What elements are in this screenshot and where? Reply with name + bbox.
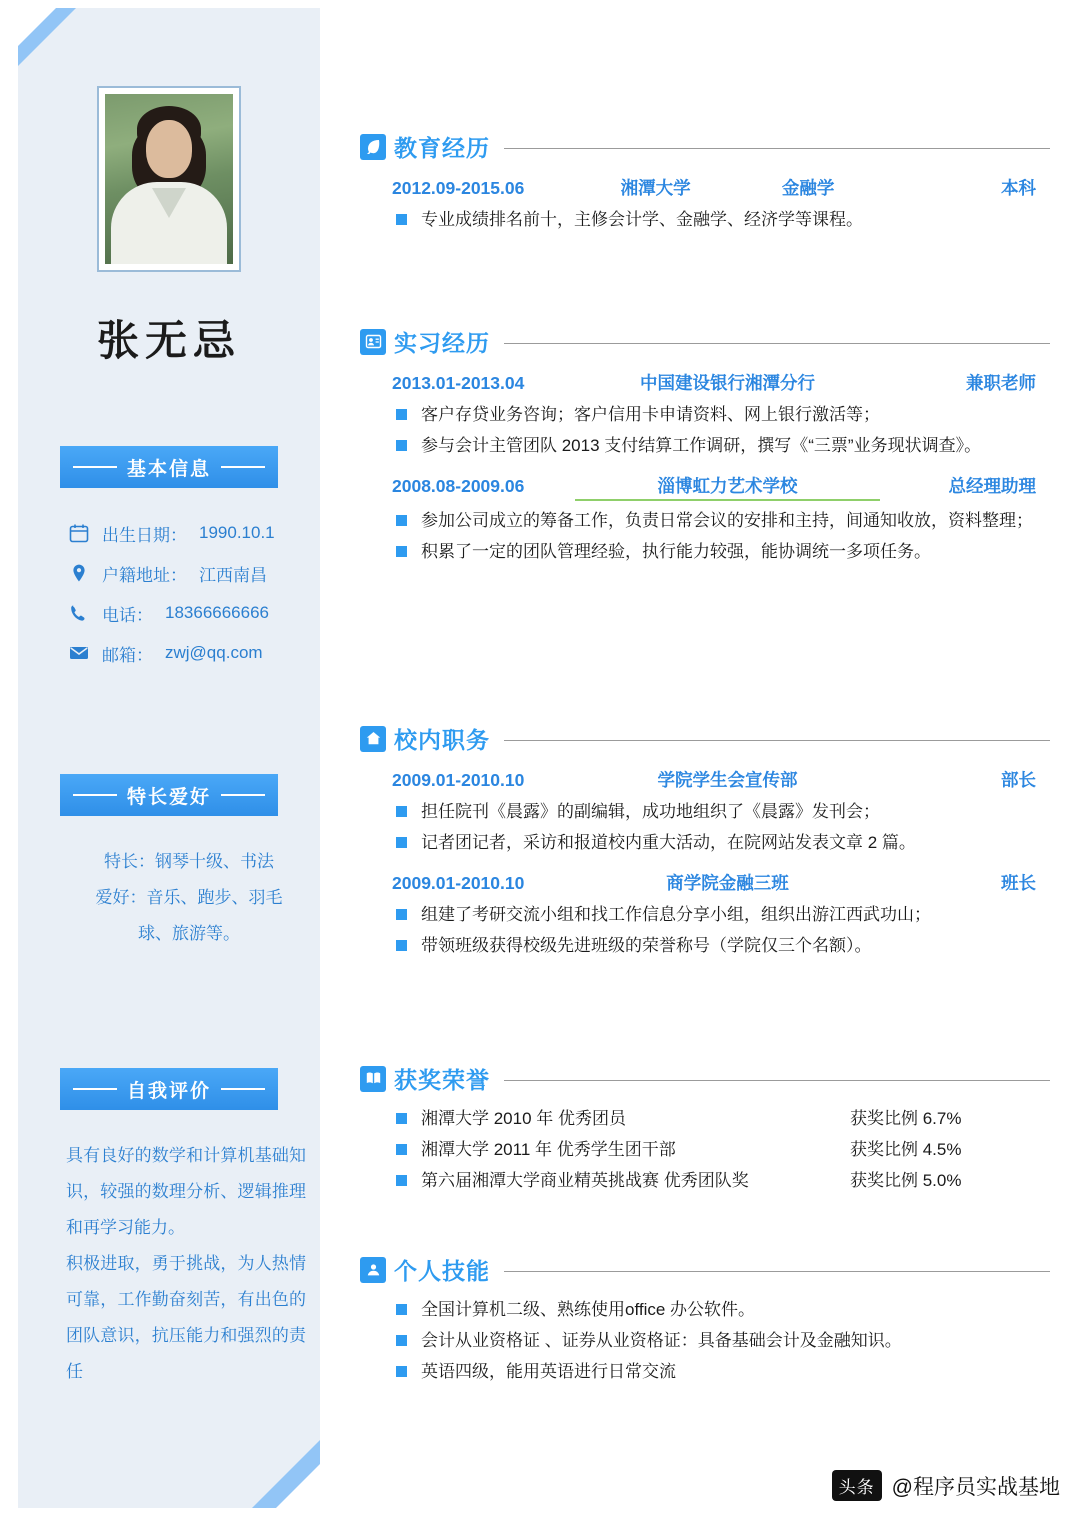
list-item bbox=[360, 1294, 1050, 1325]
self-eval-paragraph-2: 积极进取，勇于挑战，为人热情可靠，工作勤奋刻苦，有出色的团队意识，抗压能力和强烈的责任 bbox=[66, 1254, 306, 1381]
award-ratio: 获奖比例 4.5% bbox=[850, 1140, 962, 1159]
list-item bbox=[360, 1134, 1050, 1165]
list-item bbox=[360, 1356, 1050, 1387]
hobby-line-2: 爱好：音乐、跑步、羽毛 bbox=[95, 888, 283, 907]
bullet-square-icon bbox=[396, 1113, 407, 1124]
entry-role: 兼职老师 bbox=[966, 373, 1036, 393]
bullet-text: 英语四级，能用英语进行日常交流 bbox=[421, 1362, 676, 1381]
list-item bbox=[360, 827, 1050, 858]
section-education bbox=[360, 130, 1050, 235]
section-skills bbox=[360, 1253, 1050, 1387]
hobby-title: 特长爱好 bbox=[126, 786, 211, 808]
bullet-text: 积累了一定的团队管理经验，执行能力较强，能协调统一多项任务。 bbox=[421, 542, 931, 561]
section-divider bbox=[504, 148, 1050, 149]
bullet-square-icon bbox=[396, 440, 407, 451]
bullet-text: 客户存贷业务咨询；客户信用卡申请资料、网上银行激活等； bbox=[421, 405, 880, 424]
section-header-awards bbox=[360, 1062, 1050, 1095]
watermark bbox=[832, 1470, 1060, 1501]
list-item bbox=[360, 1325, 1050, 1356]
bullet-list-internship-1 bbox=[360, 399, 1050, 461]
section-header-skills bbox=[360, 1253, 1050, 1286]
section-banner-basic-info bbox=[60, 446, 278, 488]
bullet-square-icon bbox=[396, 837, 407, 848]
entry-role: 本科 bbox=[1001, 178, 1036, 198]
home-icon bbox=[360, 726, 386, 752]
section-awards bbox=[360, 1062, 1050, 1197]
section-title-internship: 实习经历 bbox=[394, 330, 490, 356]
left-sidebar bbox=[18, 8, 320, 1508]
section-header-campus bbox=[360, 722, 1050, 755]
corner-decoration-bottom-right-inner bbox=[276, 1464, 320, 1508]
bullet-list-campus-2 bbox=[360, 899, 1050, 961]
section-title-campus: 校内职务 bbox=[394, 727, 490, 753]
watermark-text: @程序员实战基地 bbox=[891, 1475, 1060, 1499]
self-eval-title: 自我评价 bbox=[126, 1080, 211, 1102]
watermark-badge: 头条 bbox=[832, 1470, 882, 1501]
entry-date: 2009.01-2010.10 bbox=[392, 770, 525, 790]
info-value-address: 江西南昌 bbox=[199, 565, 267, 585]
section-campus-roles bbox=[360, 722, 1050, 961]
award-name: 第六届湘潭大学商业精英挑战赛 优秀团队奖 bbox=[421, 1171, 749, 1190]
entry-org: 湘潭大学 bbox=[620, 178, 691, 198]
list-item bbox=[360, 930, 1050, 961]
entry-row bbox=[360, 175, 1050, 200]
banner-rule-left bbox=[73, 466, 117, 468]
info-row-email bbox=[68, 633, 318, 673]
bullet-square-icon bbox=[396, 1175, 407, 1186]
list-item bbox=[360, 899, 1050, 930]
entry-role: 总经理助理 bbox=[948, 476, 1036, 496]
section-header-internship bbox=[360, 325, 1050, 358]
bullet-square-icon bbox=[396, 214, 407, 225]
bullet-list-education bbox=[360, 204, 1050, 235]
page-title: 张无忌 bbox=[96, 316, 241, 365]
bullet-list-skills bbox=[360, 1294, 1050, 1387]
bullet-text: 担任院刊《晨露》的副编辑，成功地组织了《晨露》发刊会； bbox=[421, 802, 880, 821]
section-divider bbox=[504, 1080, 1050, 1081]
section-title-education: 教育经历 bbox=[394, 135, 490, 161]
hobby-body bbox=[64, 844, 314, 952]
bullet-square-icon bbox=[396, 909, 407, 920]
entry-org: 学院学生会宣传部 bbox=[657, 770, 798, 790]
section-title-awards: 获奖荣誉 bbox=[394, 1067, 490, 1093]
bullet-square-icon bbox=[396, 1335, 407, 1346]
list-item bbox=[360, 796, 1050, 827]
bullet-square-icon bbox=[396, 1144, 407, 1155]
info-row-phone bbox=[68, 593, 318, 633]
list-item bbox=[360, 505, 1050, 536]
list-item bbox=[360, 204, 1050, 235]
bullet-text: 全国计算机二级、熟练使用office 办公软件。 bbox=[421, 1300, 756, 1319]
info-label-phone: 电话： bbox=[102, 605, 153, 625]
calendar-icon bbox=[68, 522, 90, 544]
section-internship bbox=[360, 325, 1050, 567]
bullet-square-icon bbox=[396, 546, 407, 557]
info-row-address bbox=[68, 553, 318, 593]
bullet-text: 参加公司成立的筹备工作，负责日常会议的安排和主持，间通知收放，资料整理； bbox=[421, 511, 1033, 530]
section-divider bbox=[504, 1271, 1050, 1272]
award-ratio: 获奖比例 5.0% bbox=[850, 1171, 962, 1190]
info-value-email: zwj@qq.com bbox=[165, 643, 263, 662]
bullet-text: 记者团记者，采访和报道校内重大活动，在院网站发表文章 2 篇。 bbox=[421, 833, 916, 852]
bullet-square-icon bbox=[396, 806, 407, 817]
phone-icon bbox=[68, 602, 90, 624]
leaf-icon bbox=[360, 134, 386, 160]
bullet-square-icon bbox=[396, 1366, 407, 1377]
hobby-line-1: 特长：钢琴十级、书法 bbox=[104, 852, 274, 871]
banner-rule-right bbox=[221, 1088, 265, 1090]
section-divider bbox=[504, 343, 1050, 344]
info-value-birthday: 1990.10.1 bbox=[199, 523, 275, 542]
avatar bbox=[97, 86, 241, 272]
section-banner-self-eval bbox=[60, 1068, 278, 1110]
banner-rule-right bbox=[221, 466, 265, 468]
bullet-text: 组建了考研交流小组和找工作信息分享小组，组织出游江西武功山； bbox=[421, 905, 931, 924]
entry-role: 部长 bbox=[1001, 770, 1036, 790]
corner-decoration-top-left-inner bbox=[18, 8, 56, 46]
entry-date: 2012.09-2015.06 bbox=[392, 178, 525, 198]
section-header-education bbox=[360, 130, 1050, 163]
bullet-square-icon bbox=[396, 940, 407, 951]
banner-rule-right bbox=[221, 794, 265, 796]
entry-row bbox=[360, 370, 1050, 395]
award-name: 湘潭大学 2010 年 优秀团员 bbox=[421, 1109, 626, 1128]
entry-date: 2008.08-2009.06 bbox=[392, 476, 525, 496]
entry-date: 2009.01-2010.10 bbox=[392, 873, 525, 893]
basic-info-title: 基本信息 bbox=[126, 458, 211, 480]
entry-org: 淄博虹力艺术学校 bbox=[575, 473, 880, 501]
list-item bbox=[360, 1103, 1050, 1134]
hobby-line-3: 球、旅游等。 bbox=[138, 924, 240, 943]
bullet-square-icon bbox=[396, 515, 407, 526]
list-item bbox=[360, 399, 1050, 430]
section-title-skills: 个人技能 bbox=[394, 1258, 490, 1284]
main-content bbox=[340, 0, 1056, 1529]
section-divider bbox=[504, 740, 1050, 741]
bullet-text: 会计从业资格证 、证券从业资格证：具备基础会计及金融知识。 bbox=[421, 1331, 902, 1350]
portrait-photo bbox=[105, 94, 233, 264]
entry-role: 班长 bbox=[1001, 873, 1036, 893]
user-card-icon bbox=[360, 329, 386, 355]
list-item bbox=[360, 430, 1050, 461]
basic-info-list bbox=[68, 513, 318, 673]
info-label-address: 户籍地址： bbox=[102, 565, 187, 585]
bullet-list-internship-2 bbox=[360, 505, 1050, 567]
bullet-text: 专业成绩排名前十，主修会计学、金融学、经济学等课程。 bbox=[421, 210, 863, 229]
list-item bbox=[360, 536, 1050, 567]
section-banner-hobby bbox=[60, 774, 278, 816]
bullet-square-icon bbox=[396, 409, 407, 420]
award-name: 湘潭大学 2011 年 优秀学生团干部 bbox=[421, 1140, 676, 1159]
location-icon bbox=[68, 562, 90, 584]
book-icon bbox=[360, 1066, 386, 1092]
self-eval-body bbox=[66, 1138, 306, 1390]
mail-icon bbox=[68, 642, 90, 664]
bullet-square-icon bbox=[396, 1304, 407, 1315]
entry-row bbox=[360, 870, 1050, 895]
bullet-text: 参与会计主管团队 2013 支付结算工作调研，撰写《“三票”业务现状调查》。 bbox=[421, 436, 982, 455]
banner-rule-left bbox=[73, 1088, 117, 1090]
entry-org: 中国建设银行湘潭分行 bbox=[640, 373, 815, 393]
user-circle-icon bbox=[360, 1257, 386, 1283]
info-row-birthday bbox=[68, 513, 318, 553]
bullet-list-campus-1 bbox=[360, 796, 1050, 858]
entry-row bbox=[360, 767, 1050, 792]
banner-rule-left bbox=[73, 794, 117, 796]
entry-org: 商学院金融三班 bbox=[666, 873, 789, 893]
entry-major: 金融学 bbox=[781, 178, 835, 198]
list-item bbox=[360, 1165, 1050, 1197]
info-label-email: 邮箱： bbox=[102, 645, 153, 665]
info-label-birthday: 出生日期： bbox=[102, 525, 187, 545]
self-eval-paragraph-1: 具有良好的数学和计算机基础知识，较强的数理分析、逻辑推理和再学习能力。 bbox=[66, 1146, 306, 1237]
entry-date: 2013.01-2013.04 bbox=[392, 373, 525, 393]
award-ratio: 获奖比例 6.7% bbox=[850, 1109, 962, 1128]
info-value-phone: 18366666666 bbox=[165, 603, 270, 622]
entry-row bbox=[360, 473, 1050, 501]
bullet-text: 带领班级获得校级先进班级的荣誉称号（学院仅三个名额）。 bbox=[421, 936, 872, 955]
